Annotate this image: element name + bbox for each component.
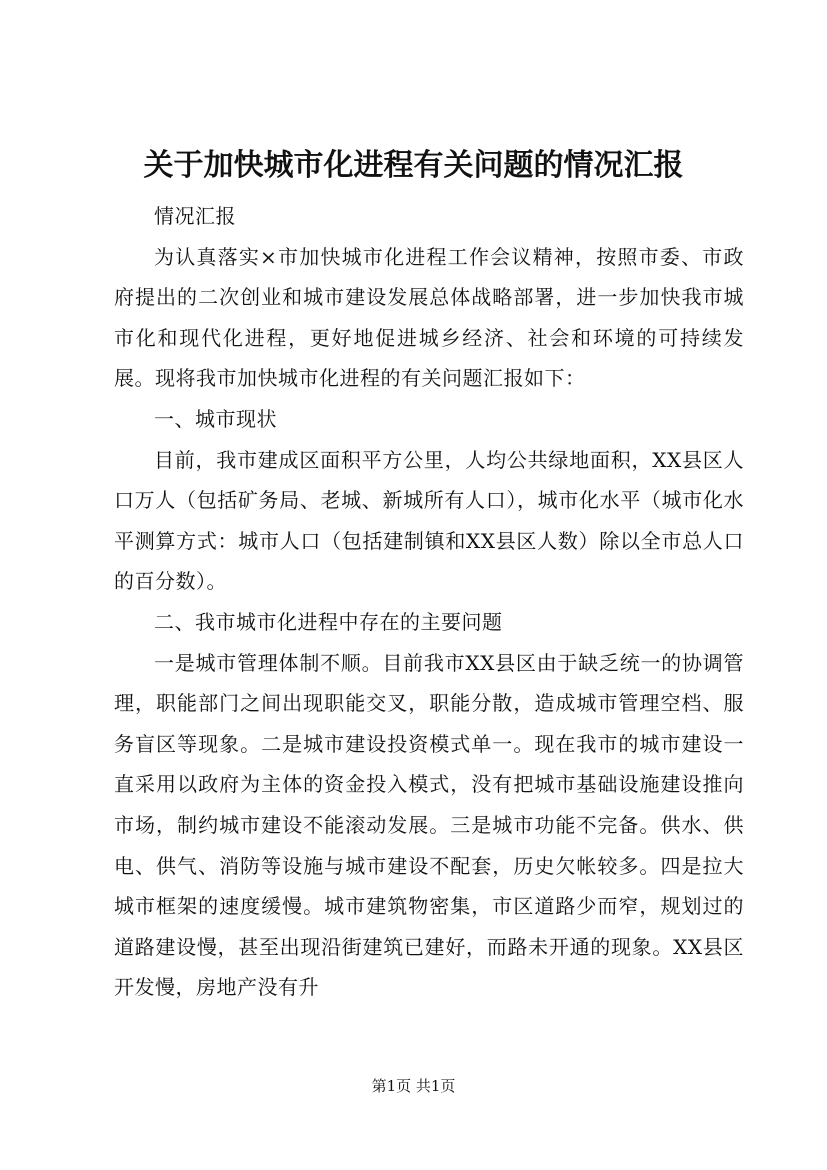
section-heading-2: 二、我市城市化进程中存在的主要问题 <box>154 609 503 634</box>
document-title: 关于加快城市化进程有关问题的情况汇报 <box>143 148 684 183</box>
document-body <box>114 196 744 1008</box>
section-heading-1: 一、城市现状 <box>154 406 277 431</box>
paragraph-intro: 为认真落实×市加快城市化进程工作会议精神，按照市委、市政府提出的二次创业和城市建设发展总体战略部署，进一步加快我市城市化和现代化进程，更好地促进城乡经济、社会和环境的可持续发展。现将我市加快城市化进程的有关问题汇报如下： <box>114 244 744 391</box>
page-footer: 第1页 共1页 <box>371 1077 456 1095</box>
paragraph-main-problems: 一是城市管理体制不顺。目前我市XX县区由于缺乏统一的协调管理，职能部门之间出现职能交叉，职能分散，造成城市管理空档、服务盲区等现象。二是城市建设投资模式单一。现在我市的城市建设一直采用以政府为主体的资金投入模式，没有把城市基础设施建设推向市场，制约城市建设不能滚动发展。三是城市功能不完备。供水、供电、供气、消防等设施与城市建设不配套，历史欠帐较多。四是拉大城市框架的速度缓慢。城市建筑物密集，市区道路少而窄，规划过的道路建设慢，甚至出现沿街建筑已建好，而路未开通的现象。XX县区开发慢，房地产没有升 <box>114 650 744 1000</box>
paragraph-current-status: 目前，我市建成区面积平方公里，人均公共绿地面积，XX县区人口万人（包括矿务局、老城、新城所有人口），城市化水平（城市化水平测算方式：城市人口（包括建制镇和XX县区人数）除以全市总人口的百分数）。 <box>114 447 744 594</box>
paragraph-heading-report: 情况汇报 <box>154 204 236 228</box>
